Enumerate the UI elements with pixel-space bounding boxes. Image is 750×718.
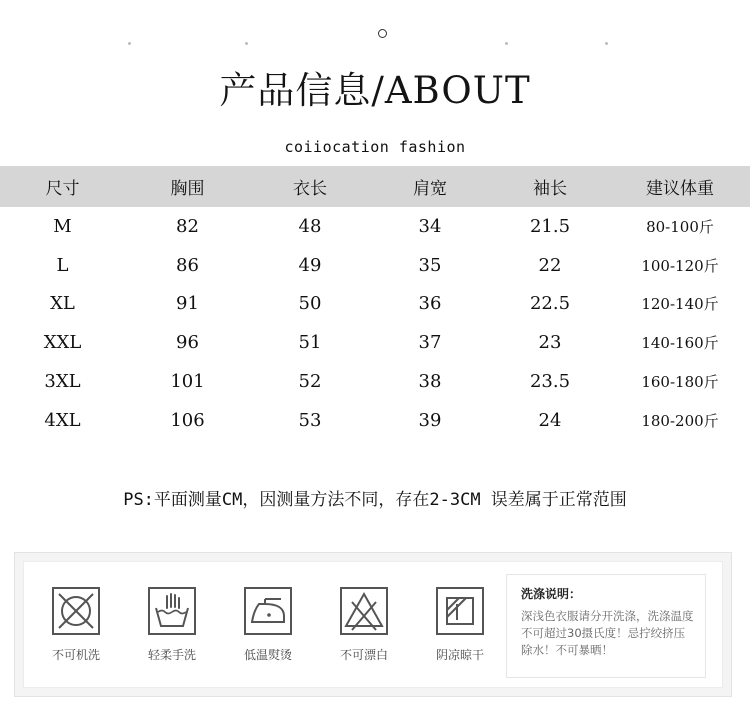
care-label: 不可漂白 (339, 648, 388, 662)
column-header: 衣长 (250, 166, 370, 207)
care-item (228, 586, 308, 663)
care-label: 低温熨烫 (243, 648, 292, 662)
table-cell: 82 (176, 215, 199, 237)
table-cell: 23 (538, 332, 562, 354)
table-cell: 52 (298, 371, 322, 393)
page-title: 产品信息/ABOUT (219, 69, 531, 112)
table-row (0, 401, 750, 440)
column-header: 建议体重 (610, 166, 750, 207)
decor-dot (505, 42, 508, 45)
wash-instructions-title: 洗涤说明： (521, 587, 582, 601)
care-label: 不可机洗 (51, 648, 100, 662)
table-cell: L (56, 254, 69, 276)
table-cell: 96 (176, 332, 199, 354)
size-table (0, 166, 750, 440)
decor-dot (605, 42, 608, 45)
table-cell: 86 (176, 254, 199, 276)
table-row (0, 207, 750, 246)
column-header: 胸围 (125, 166, 250, 207)
decor-circle (378, 29, 387, 38)
no-bleach-icon (339, 586, 389, 636)
care-label: 阴凉晾干 (435, 648, 484, 662)
measurement-note: PS:平面测量CM，因测量方法不同，存在2-3CM 误差属于正常范围 (123, 490, 627, 510)
table-cell: 140-160斤 (641, 334, 719, 353)
table-cell: 80-100斤 (646, 217, 714, 236)
table-row (0, 285, 750, 324)
table-cell: 24 (538, 409, 562, 431)
table-header-row (0, 166, 750, 207)
care-label: 轻柔手洗 (147, 648, 196, 662)
table-cell: 38 (418, 371, 442, 393)
care-item (132, 586, 212, 663)
shade-dry-icon (435, 586, 485, 636)
table-cell: 100-120斤 (641, 256, 719, 275)
column-header: 袖长 (490, 166, 610, 207)
low-iron-icon (243, 586, 293, 636)
table-cell: 160-180斤 (641, 373, 719, 392)
table-cell: 48 (298, 215, 322, 237)
brand-subtitle: coiiocation fashion (284, 138, 466, 156)
table-cell: M (53, 215, 72, 237)
table-row (0, 362, 750, 401)
wash-instructions-text: 深浅色衣服请分开洗涤，洗涤温度不可超过30摄氏度！忌拧绞挤压除水！不可暴晒！ (521, 609, 694, 657)
table-cell: 101 (170, 371, 205, 393)
table-cell: 23.5 (529, 371, 571, 393)
care-inner (23, 561, 723, 688)
table-cell: 35 (418, 254, 442, 276)
care-item (420, 586, 500, 663)
column-header: 肩宽 (370, 166, 490, 207)
table-cell: 36 (418, 293, 442, 315)
table-cell: 53 (298, 409, 322, 431)
wash-instructions (506, 574, 706, 678)
table-cell: 120-140斤 (641, 295, 719, 314)
table-cell: 22.5 (529, 293, 571, 315)
care-item (324, 586, 404, 663)
no-machine-wash-icon (51, 586, 101, 636)
table-cell: 91 (176, 293, 199, 315)
table-cell: 4XL (44, 409, 81, 431)
table-row (0, 323, 750, 362)
care-panel (14, 552, 732, 697)
table-cell: 39 (418, 409, 442, 431)
table-cell: 106 (170, 409, 205, 431)
table-cell: 34 (418, 215, 442, 237)
table-cell: 50 (298, 293, 322, 315)
hand-wash-icon (147, 586, 197, 636)
care-item (36, 586, 116, 663)
table-cell: 180-200斤 (641, 411, 719, 430)
table-cell: XXL (43, 332, 82, 354)
table-cell: 51 (298, 332, 322, 354)
table-cell: 21.5 (529, 215, 571, 237)
table-cell: 22 (538, 254, 562, 276)
table-cell: 3XL (44, 371, 81, 393)
table-cell: 49 (298, 254, 322, 276)
decor-dot (245, 42, 248, 45)
decor-dot (128, 42, 131, 45)
column-header: 尺寸 (0, 166, 125, 207)
table-cell: 37 (418, 332, 442, 354)
table-row (0, 246, 750, 285)
table-cell: XL (50, 293, 75, 315)
